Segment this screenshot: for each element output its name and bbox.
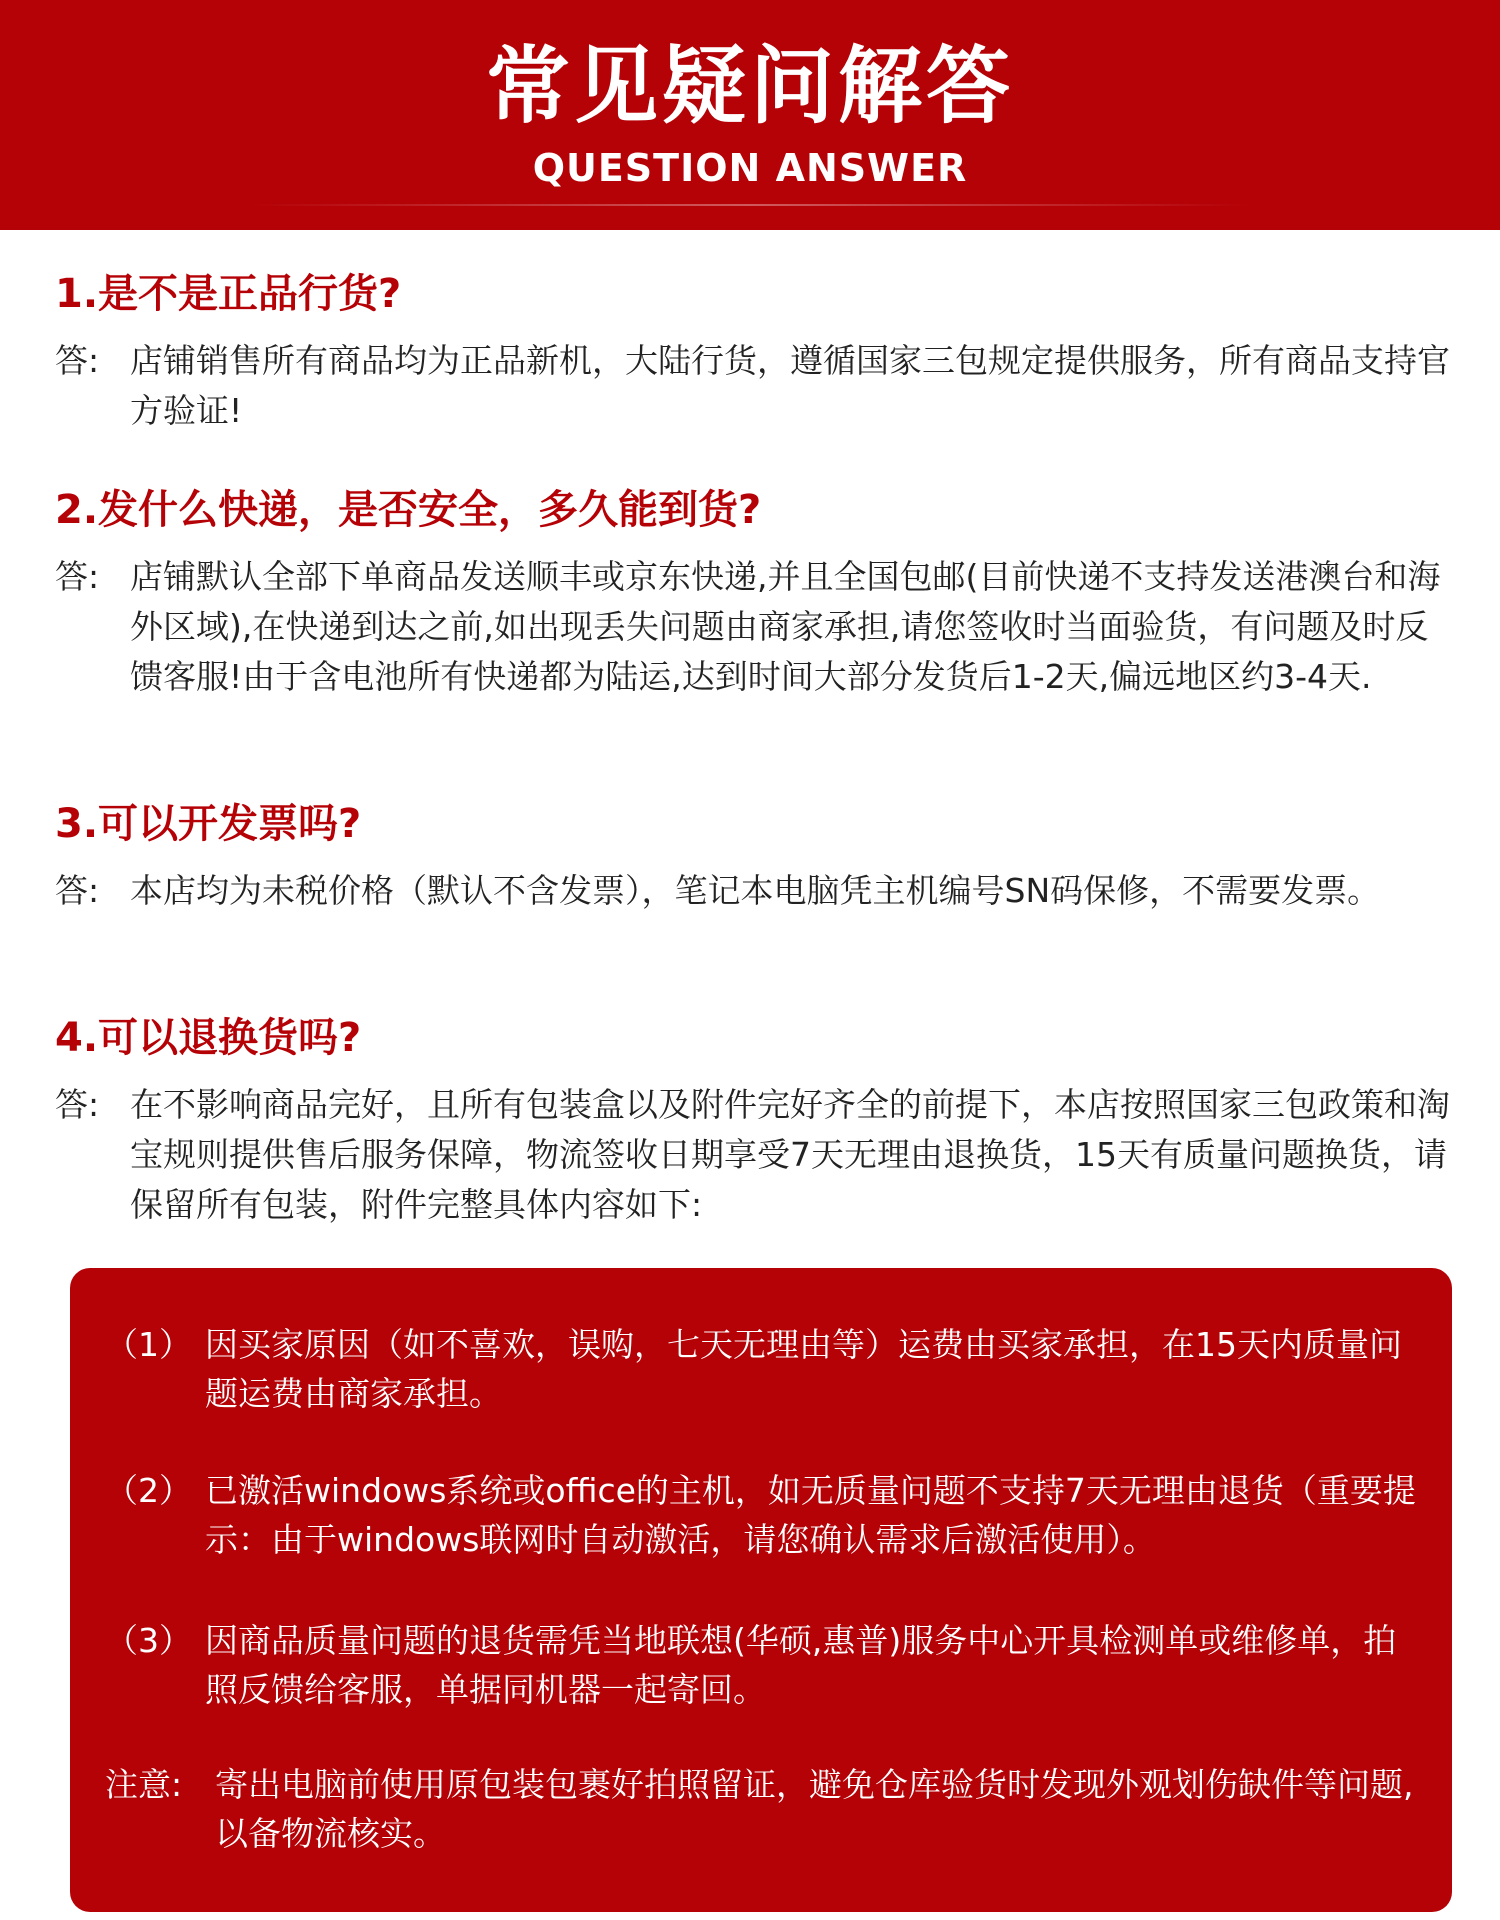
policy-rule-text: 已激活windows系统或office的主机，如无质量问题不支持7天无理由退货（重要提示：由于windows联网时自动激活，请您确认需求后激活使用）。 [205, 1471, 1416, 1559]
faq-answer-1 [55, 336, 1455, 436]
page-title: 常见疑问解答 [485, 37, 1014, 135]
answer-label: 答: [55, 341, 100, 380]
faq-item-1 [55, 268, 1455, 436]
faq-answer-text-2: 店铺默认全部下单商品发送顺丰或京东快递,并且全国包邮(目前快递不支持发送港澳台和海外区域),在快递到达之前,如出现丢失问题由商家承担,请您签收时当面验货，有问题及时反馈客服!由于含电池所有快递都为陆运,达到时间大部分发货后1-2天,偏远地区约3-4天. [130, 557, 1441, 696]
faq-answer-text-3: 本店均为未税价格（默认不含发票），笔记本电脑凭主机编号SN码保修，不需要发票。 [130, 871, 1381, 910]
faq-question-2: 2.发什么快递，是否安全，多久能到货? [55, 487, 762, 533]
faq-question-3: 3.可以开发票吗? [55, 801, 362, 847]
faq-answer-text-4: 在不影响商品完好，且所有包装盒以及附件完好齐全的前提下，本店按照国家三包政策和淘宝规则提供售后服务保障，物流签收日期享受7天无理由退换货，15天有质量问题换货，请保留所有包装，附件完整具体内容如下: [130, 1085, 1450, 1224]
faq-answer-3 [55, 866, 1455, 916]
header-divider [250, 204, 1250, 206]
policy-rule-2 [105, 1466, 1425, 1564]
faq-answer-text-1: 店铺销售所有商品均为正品新机，大陆行货，遵循国家三包规定提供服务，所有商品支持官方验证! [130, 341, 1450, 430]
policy-rule-3 [105, 1616, 1425, 1714]
faq-question-4: 4.可以退换货吗? [55, 1015, 362, 1061]
policy-rule-number: （2） [105, 1471, 192, 1510]
policy-rule-1 [105, 1320, 1425, 1418]
policy-note [105, 1760, 1425, 1858]
header-banner [0, 0, 1500, 230]
answer-label: 答: [55, 557, 100, 596]
faq-item-4 [55, 1012, 1455, 1230]
faq-answer-2 [55, 552, 1455, 702]
faq-question-1: 1.是不是正品行货? [55, 271, 402, 317]
faq-answer-4 [55, 1080, 1455, 1230]
answer-label: 答: [55, 871, 100, 910]
policy-rule-text: 因买家原因（如不喜欢，误购，七天无理由等）运费由买家承担，在15天内质量问题运费由商家承担。 [205, 1325, 1402, 1413]
answer-label: 答: [55, 1085, 100, 1124]
policy-note-text: 寄出电脑前使用原包装包裹好拍照留证，避免仓库验货时发现外观划伤缺件等问题,以备物流核实。 [215, 1765, 1414, 1853]
faq-item-3 [55, 798, 1455, 916]
page-subtitle: QUESTION ANSWER [532, 146, 968, 190]
policy-note-label: 注意: [105, 1765, 183, 1804]
faq-item-2 [55, 484, 1455, 702]
policy-rule-number: （3） [105, 1621, 192, 1660]
return-policy-box [70, 1268, 1452, 1912]
policy-rule-number: （1） [105, 1325, 192, 1364]
policy-rule-text: 因商品质量问题的退货需凭当地联想(华硕,惠普)服务中心开具检测单或维修单，拍照反馈给客服，单据同机器一起寄回。 [205, 1621, 1397, 1709]
